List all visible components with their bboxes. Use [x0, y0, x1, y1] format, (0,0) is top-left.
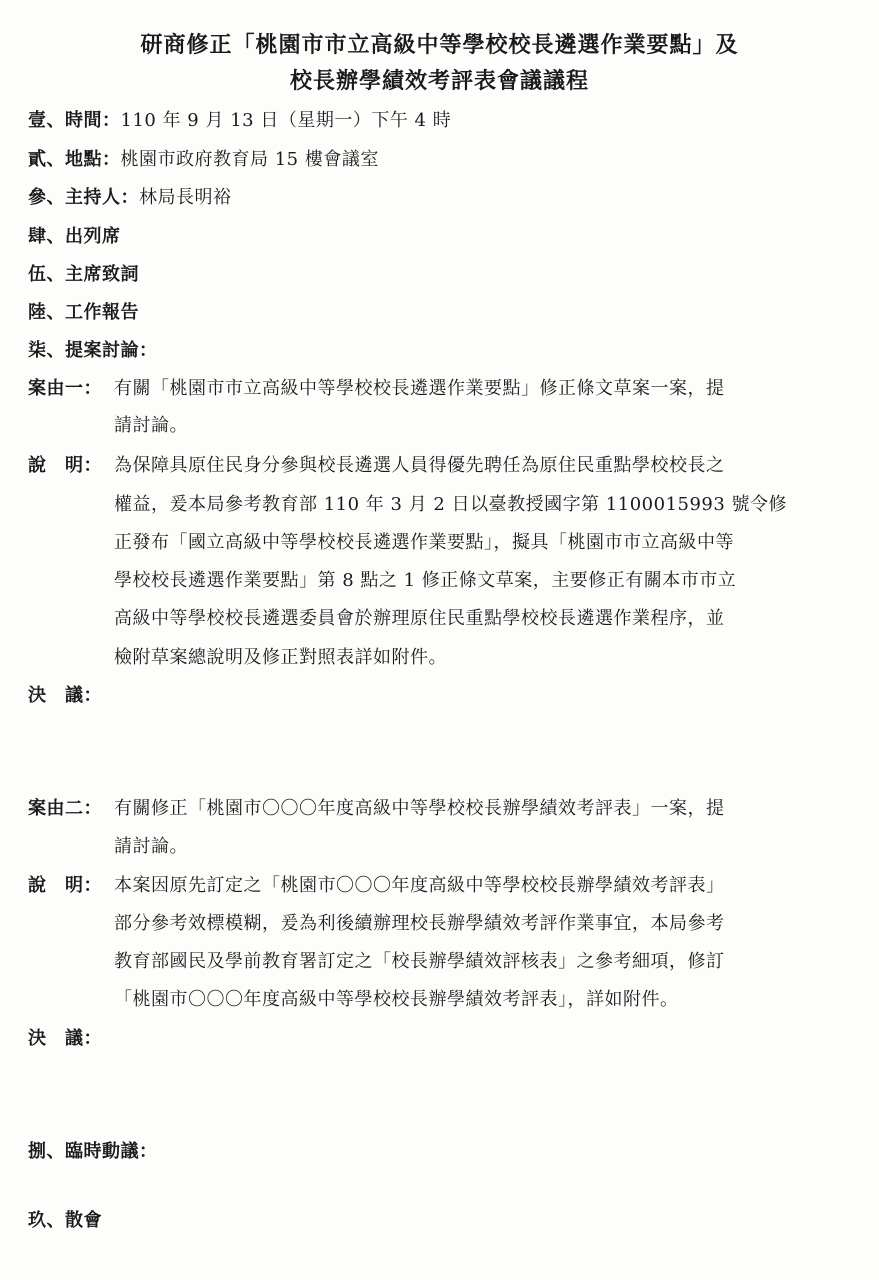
case1-explain-line: 高級中等學校校長遴選委員會於辦理原住民重點學校校長遴選作業程序，並	[114, 608, 725, 629]
item-report: 陸、工作報告	[28, 302, 139, 323]
case2-explain-line: 本案因原先訂定之「桃園市〇〇〇年度高級中等學校校長辦學績效考評表」	[114, 875, 725, 896]
item-attendees: 肆、出列席	[28, 226, 121, 247]
item-place-value: 桃園市政府教育局 15 樓會議室	[120, 149, 379, 170]
item-time	[28, 106, 451, 132]
item-place-label: 貳、地點：	[28, 149, 121, 170]
item-host-label: 參、主持人：	[28, 187, 139, 208]
case1-line: 有關「桃園市市立高級中等學校校長遴選作業要點」修正條文草案一案，提	[114, 378, 725, 399]
case2-resolution-label: 決 議：	[28, 1028, 102, 1049]
case1-explain-line: 正發布「國立高級中等學校校長遴選作業要點」，擬具「桃園市市立高級中等	[114, 532, 734, 553]
item-adjourn: 玖、散會	[28, 1210, 102, 1231]
case1-line: 請討論。	[114, 415, 188, 436]
case2-line: 請討論。	[114, 836, 188, 857]
case2-line: 有關修正「桃園市〇〇〇年度高級中等學校校長辦學績效考評表」一案，提	[114, 798, 725, 819]
case2-label: 案由二：	[28, 798, 102, 819]
case1-explain-line: 檢附草案總說明及修正對照表詳如附件。	[114, 647, 447, 668]
case2-explain-label: 說 明：	[28, 875, 102, 896]
item-host-value: 林局長明裕	[139, 187, 232, 208]
item-time-label: 壹、時間：	[28, 110, 121, 131]
case2-explain-line: 部分參考效標模糊，爰為利後續辦理校長辦學績效考評作業事宜，本局參考	[114, 913, 725, 934]
case1-label: 案由一：	[28, 378, 102, 399]
item-extempore-motions: 捌、臨時動議：	[28, 1141, 158, 1162]
case1-resolution-label: 決 議：	[28, 685, 102, 706]
case1-explain-line: 學校校長遴選作業要點」第 8 點之 1 修正條文草案，主要修正有關本市市立	[114, 570, 737, 591]
item-time-value: 110 年 9 月 13 日（星期一）下午 4 時	[120, 110, 452, 131]
case1-explain-line: 為保障具原住民身分參與校長遴選人員得優先聘任為原住民重點學校校長之	[114, 455, 725, 476]
doc-title-line1: 研商修正「桃園市市立高級中等學校校長遴選作業要點」及	[140, 32, 739, 58]
item-opening: 伍、主席致詞	[28, 264, 139, 285]
doc-title-line2: 校長辦學績效考評表會議議程	[289, 68, 589, 94]
item-discussion: 柒、提案討論：	[28, 340, 158, 361]
case2-explain-line: 「桃園市〇〇〇年度高級中等學校校長辦學績效考評表」，詳如附件。	[114, 989, 679, 1010]
item-host	[28, 183, 232, 209]
case1-explain-label: 說 明：	[28, 455, 102, 476]
item-place	[28, 145, 379, 171]
case1-explain-line: 權益，爰本局參考教育部 110 年 3 月 2 日以臺教授國字第 1100015993 號令修	[114, 494, 788, 515]
case2-explain-line: 教育部國民及學前教育署訂定之「校長辦學績效評核表」之參考細項，修訂	[114, 951, 725, 972]
